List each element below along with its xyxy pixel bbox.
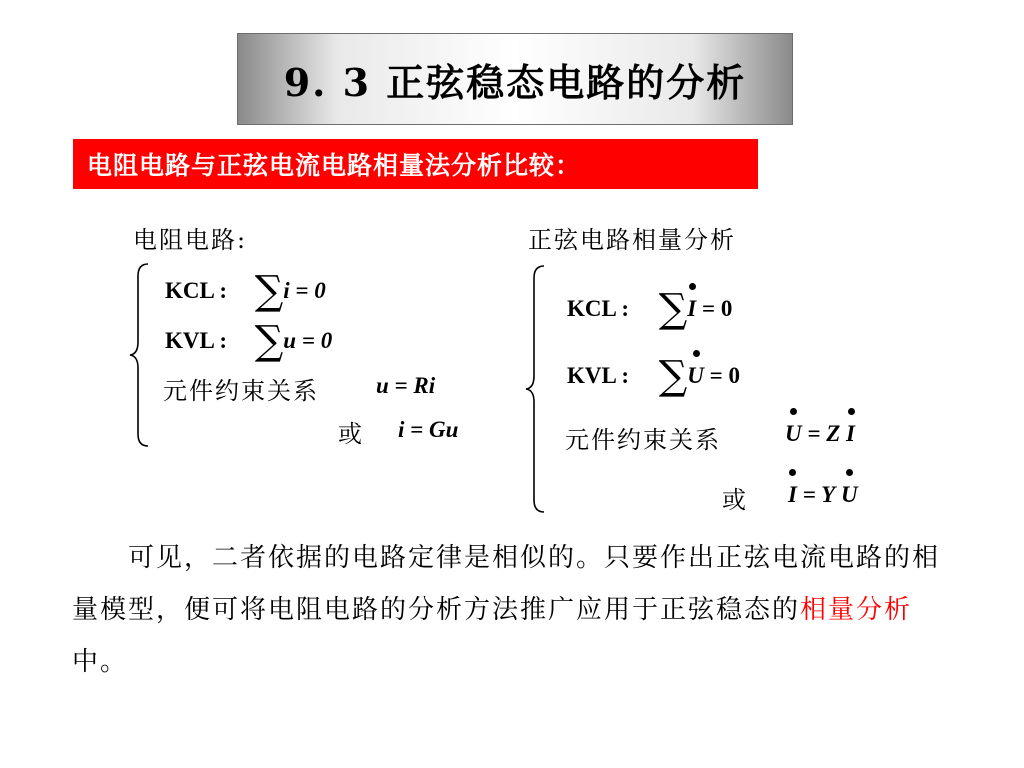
right-or-mid: = Y <box>802 482 836 507</box>
right-kcl-phasor: I <box>687 296 697 321</box>
section-subtitle: 电阻电路与正弦电流电路相量法分析比较： <box>73 139 758 189</box>
sum-icon: ∑ <box>658 353 688 399</box>
left-kvl-label: KVL : <box>165 328 227 353</box>
left-or-expr: i = Gu <box>398 417 459 442</box>
left-kcl-equation <box>165 268 326 314</box>
left-heading: 电阻电路: <box>133 226 248 254</box>
paragraph-text: 可见，二者依据的电路定律是相似的。只要作出正弦电流电路的相量模型，便可将电阻电路的分析方法推广应用于正弦稳态的 <box>72 543 941 625</box>
left-kvl-expr: u = 0 <box>283 328 333 353</box>
left-brace <box>128 262 152 448</box>
page-title: 9. 3 正弦稳态电路的分析 <box>237 33 793 125</box>
right-kcl-label: KCL : <box>567 296 629 321</box>
right-or-rhs: U <box>840 482 858 507</box>
right-element-rhs: I <box>846 421 855 446</box>
sum-icon: ∑ <box>658 286 688 332</box>
paragraph-highlight: 相量分析 <box>800 595 913 625</box>
left-element-expr: u = Ri <box>376 373 436 398</box>
left-element-label: 元件约束关系 <box>163 377 319 405</box>
right-kcl-rest: = 0 <box>702 296 733 321</box>
right-kvl-rest: = 0 <box>709 363 741 388</box>
right-or-expr <box>788 482 858 508</box>
conclusion-paragraph <box>72 532 942 688</box>
right-element-lhs: U <box>785 421 802 446</box>
right-heading: 正弦电路相量分析 <box>528 226 736 254</box>
left-kcl-expr: i = 0 <box>283 278 326 303</box>
left-kcl-label: KCL : <box>165 278 227 303</box>
sum-icon: ∑ <box>254 318 284 364</box>
right-kcl-equation <box>567 286 732 332</box>
right-element-mid: = Z <box>807 421 841 446</box>
sum-icon: ∑ <box>254 268 284 314</box>
right-element-expr <box>785 421 855 447</box>
right-or-lhs: I <box>788 482 797 507</box>
right-brace <box>524 264 548 514</box>
right-element-label: 元件约束关系 <box>565 426 721 454</box>
right-kvl-label: KVL : <box>567 363 629 388</box>
right-kvl-phasor: U <box>687 363 704 388</box>
left-kvl-equation <box>165 318 332 364</box>
right-or-label: 或 <box>722 486 748 514</box>
left-or-label: 或 <box>338 420 364 448</box>
paragraph-end: 中。 <box>72 647 129 677</box>
right-kvl-equation <box>567 353 740 399</box>
